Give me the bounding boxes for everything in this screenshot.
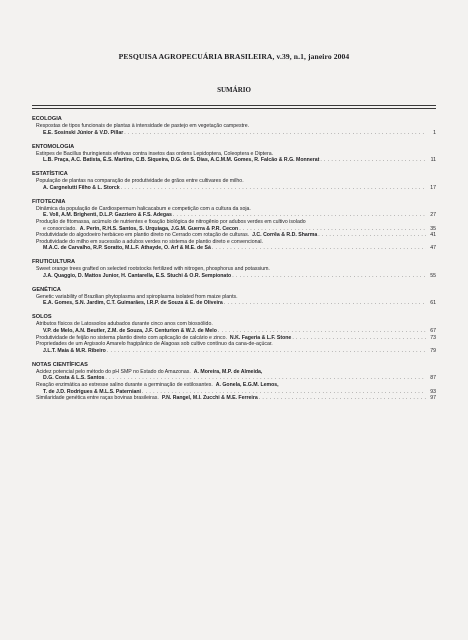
article-authors: J.L.T. Maia & M.R. Ribeiro: [43, 347, 106, 354]
article-title-lead: Reação enzimática ao estresse salino durante a germinação de estilosantes.: [36, 381, 213, 388]
toc-section: [32, 259, 436, 279]
article-title-line: Atributos físicos de Latossolos adubados durante cinco anos com biossólido.: [36, 321, 213, 328]
dot-leader: [320, 157, 426, 164]
article-title-line: Sweet orange trees grafted on selected rootstocks fertilized with nitrogen, phosphorus and potassium.: [36, 266, 270, 273]
section-title: ENTOMOLOGIA: [32, 143, 75, 150]
section-title: GENÉTICA: [32, 286, 61, 293]
page-number: 61: [430, 300, 436, 307]
toc-entry-row: [32, 389, 436, 396]
toc-entry-row: [32, 369, 436, 376]
article-authors: N.K. Fageria & L.F. Stone: [229, 334, 292, 341]
article-authors: P.N. Rangel, M.I. Zucchi & M.E. Ferreira: [161, 395, 258, 402]
section-title: ECOLOGIA: [32, 116, 62, 122]
page-number: 87: [430, 375, 436, 382]
dot-leader: [239, 226, 426, 233]
article-authors: A. Cargnelutti Filho & L. Storck: [43, 184, 120, 191]
article-title-line: Propriedades de um Argissolo Amarelo fragipânico de Alagoas sob cultivo contínuo da cana-de-açúcar.: [36, 341, 273, 348]
dot-leader: [224, 300, 426, 307]
toc-entry-row: [32, 348, 436, 355]
dot-leader: [218, 328, 426, 335]
toc-entry-row: [32, 185, 436, 192]
page-number: 1: [433, 129, 436, 136]
page-number: 93: [430, 388, 436, 395]
dot-leader: [259, 395, 426, 402]
dot-leader: [121, 185, 426, 192]
toc-entry-row: [32, 212, 436, 219]
toc-entry-row: [32, 395, 436, 402]
article-title-line: Genetic variability of Brazilian phytoplasma and spiroplasma isolated from maize plants.: [36, 293, 238, 300]
page-number: 97: [430, 395, 436, 402]
article-authors: L.B. Praça, A.C. Batista, É.S. Martins, C.B. Siqueira, D.G. de S. Dias, A.C.M.M. Gomes, R. Falcão & R.G. Monnerat: [43, 157, 320, 164]
article-authors: J.A. Quaggio, D. Mattos Junior, H. Cantarella, E.S. Stuchi & O.R. Sempionato: [43, 272, 232, 279]
article-title-line: Respostas de tipos funcionais de plantas à intensidade de pastejo em vegetação campestre.: [36, 123, 250, 129]
article-title-lead: e consorciado.: [43, 225, 77, 232]
toc-section: [32, 199, 436, 252]
page-number: 27: [430, 212, 436, 219]
section-title: NOTAS CIENTÍFICAS: [32, 361, 88, 368]
section-title: SOLOS: [32, 314, 52, 321]
article-title-line: População de plantas na comparação de produtividade de grãos entre cultivares de milho.: [36, 178, 244, 185]
article-title-lead: Produtividade do algodoeiro herbáceo em plantio direto no Cerrado com rotação de culturas.: [36, 232, 250, 239]
page-number: 11: [430, 157, 436, 164]
section-title: FRUTICULTURA: [32, 259, 76, 266]
dot-leader: [105, 375, 426, 382]
section-title: ESTATÍSTICA: [32, 171, 68, 178]
summary-title: SUMÁRIO: [217, 86, 251, 94]
article-title-lead: Similaridade genética entre raças bovinas brasileiras.: [36, 395, 159, 402]
page-number: 67: [430, 328, 436, 335]
article-authors: A. Moreira, M.P. de Almeida,: [193, 368, 263, 375]
article-title-line: Dinâmica da população de Cardiospermum halicacabum e competição com a cultura da soja.: [36, 205, 251, 212]
toc-entry-row: [32, 226, 436, 233]
toc-entry-row: [32, 232, 436, 239]
second-rule: [32, 108, 436, 109]
page-number: 41: [430, 232, 436, 239]
toc-entry-row: [32, 335, 436, 342]
article-authors: E.E. Sosinski Júnior & V.D. Pillar: [43, 129, 124, 136]
section-title: FITOTECNIA: [32, 198, 66, 205]
page-number: 47: [430, 245, 436, 252]
toc-entry-row: [32, 157, 436, 164]
article-authors: J.C. Corrêa & R.D. Sharma: [252, 232, 318, 239]
toc-entry-row: [32, 130, 436, 137]
journal-header: PESQUISA AGROPECUÁRIA BRASILEIRA, v.39, n.1, janeiro 2004: [118, 52, 350, 61]
toc-section: [32, 362, 436, 402]
article-authors: V.P. de Melo, A.N. Beutler, Z.M. de Souza, J.F. Centurion & W.J. de Melo: [43, 328, 217, 335]
table-of-contents: [32, 116, 436, 409]
toc-entry-row: [32, 245, 436, 252]
dot-leader: [318, 232, 426, 239]
page-number: 17: [430, 184, 436, 191]
toc-section: [32, 287, 436, 307]
dot-leader: [173, 212, 426, 219]
dot-leader: [124, 130, 426, 137]
top-rule: [32, 105, 436, 106]
toc-entry-row: [32, 300, 436, 307]
page-number: 73: [430, 334, 436, 341]
toc-entry-row: [32, 328, 436, 335]
article-authors: E. Voll, A.M. Brighenti, D.L.P. Gazziero & F.S. Adegas: [43, 212, 172, 219]
page-number: 55: [430, 272, 436, 279]
article-authors: D.G. Costa & L.S. Santos: [43, 375, 105, 382]
toc-entry-row: [32, 273, 436, 280]
article-authors: M.A.C. de Carvalho, R.P. Soratto, M.L.F. Athayde, O. Arf & M.E. de Sá: [43, 245, 211, 252]
dot-leader: [232, 273, 426, 280]
article-title-lead: Produtividade de feijão no sistema plantio direto com aplicação de calcário e zinco.: [36, 334, 227, 341]
article-title-line: Produtividade do milho em sucessão a adubos verdes no sistema de plantio direto e convencional.: [36, 238, 263, 245]
dot-leader: [107, 348, 426, 355]
toc-section: [32, 314, 436, 354]
article-authors: E.A. Gomes, S.N. Jardim, C.T. Guimarães, I.R.P. de Souza & E. de Oliveira: [43, 300, 223, 307]
article-title-line: Produção de fitomassa, acúmulo de nutrientes e fixação biológica de nitrogênio por adubos verdes em cultivo isolado: [36, 218, 306, 225]
article-authors: T. de J.D. Rodrigues & M.L.S. Paterniani: [43, 388, 142, 395]
dot-leader: [212, 245, 426, 252]
dot-leader: [292, 335, 426, 342]
page-number: 35: [430, 225, 436, 232]
page-number: 79: [430, 347, 436, 354]
toc-entry-row: [32, 382, 436, 389]
toc-section: [32, 116, 436, 136]
article-title-lead: Acidez potencial pelo método do pH SMP no Estado do Amazonas.: [36, 368, 191, 375]
article-authors: A. Perin, R.H.S. Santos, S. Urquiaga, J.G.M. Guerra & P.R. Cecon: [79, 225, 239, 232]
article-authors: A. Gonela, E.G.M. Lemos,: [215, 381, 279, 388]
toc-section: [32, 144, 436, 164]
article-title-line: Estirpes de Bacillus thuringiensis efetivas contra insetos das ordens Lepidoptera, Coleoptera e Diptera.: [36, 150, 274, 157]
toc-section: [32, 171, 436, 191]
dot-leader: [142, 389, 426, 396]
toc-entry-row: [32, 375, 436, 382]
